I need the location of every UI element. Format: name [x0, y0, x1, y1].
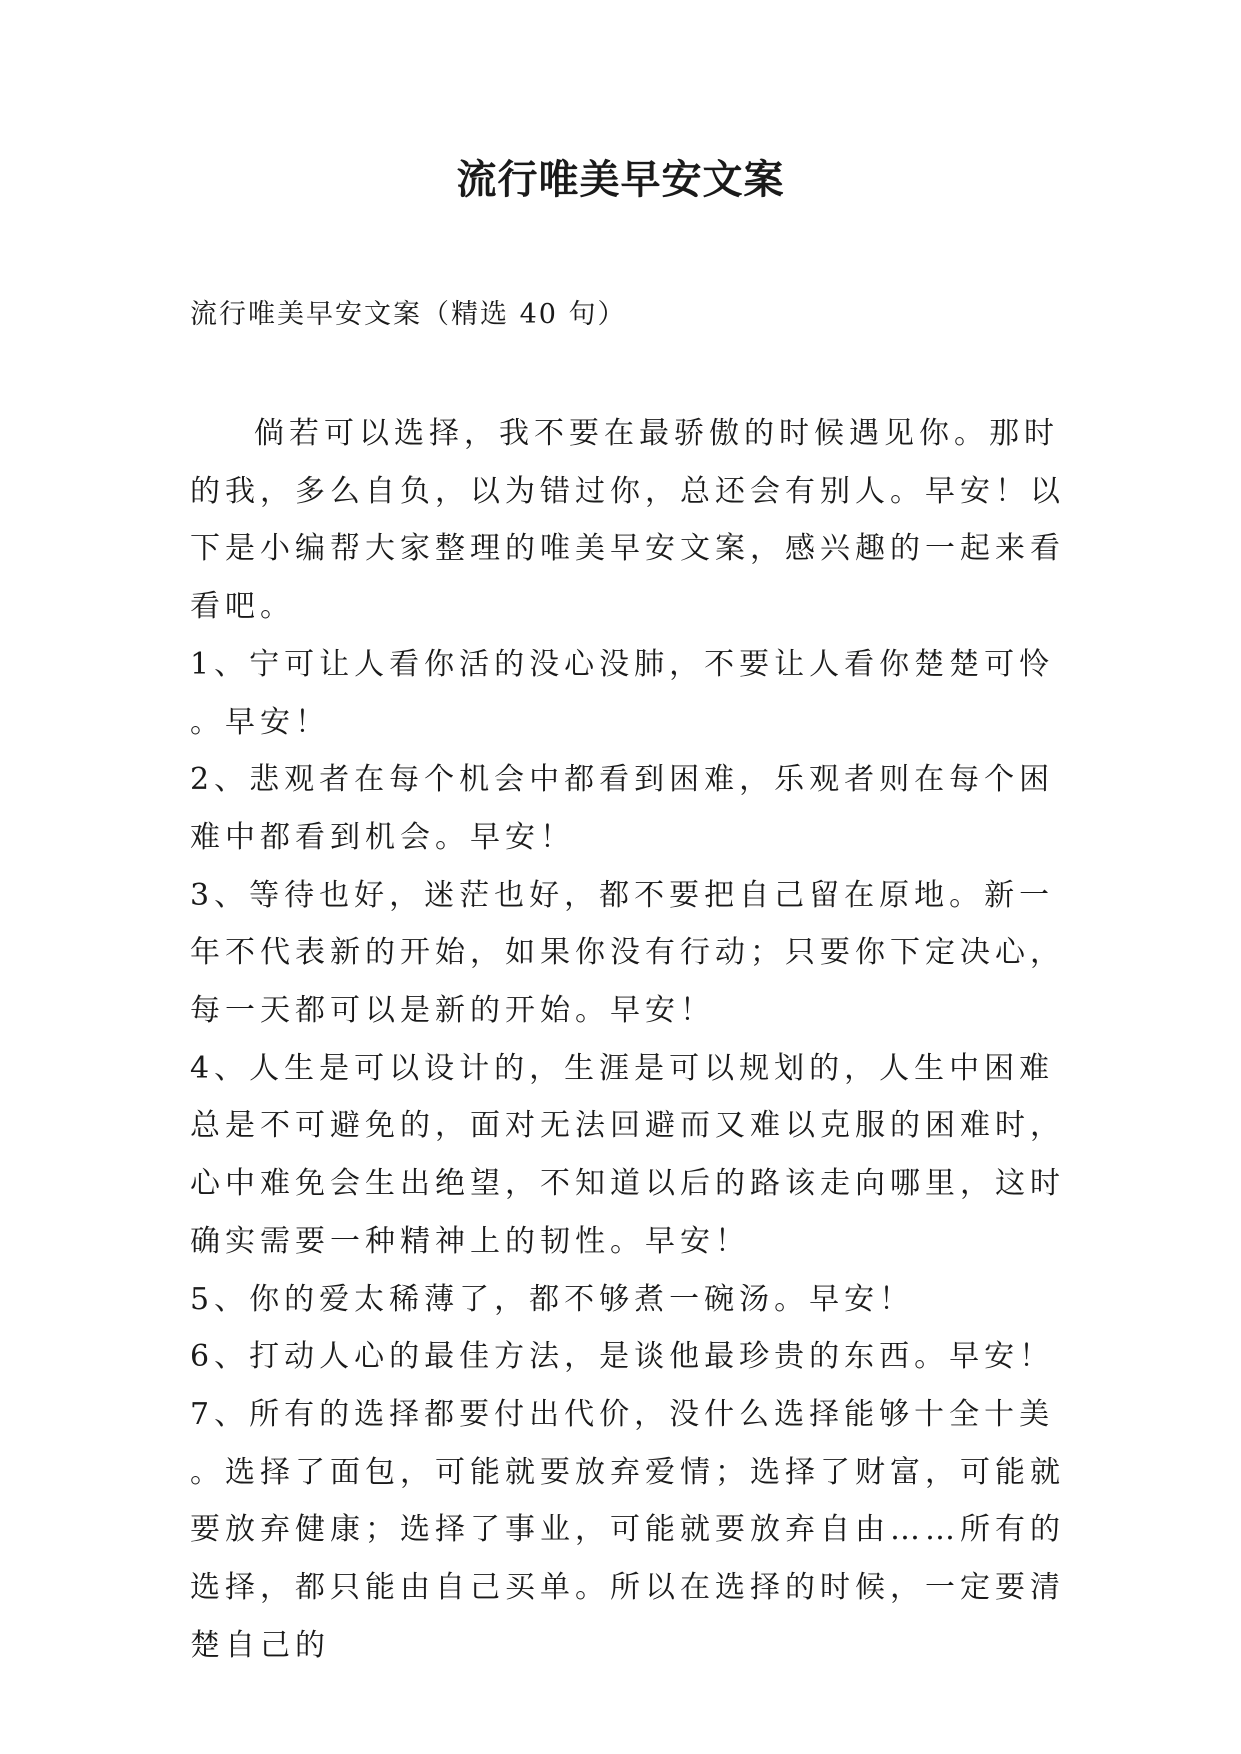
list-item: 1、宁可让人看你活的没心没肺，不要让人看你楚楚可怜。早安！: [190, 646, 1055, 740]
list-item: 4、人生是可以设计的，生涯是可以规划的，人生中困难总是不可避免的，面对无法回避而又难以克服的困难时，心中难免会生出绝望，不知道以后的路该走向哪里，这时确实需要一种精神上的韧性。早安！: [190, 1050, 1065, 1259]
intro-paragraph: 倘若可以选择，我不要在最骄傲的时候遇见你。那时的我，多么自负，以为错过你，总还会有别人。早安！以下是小编帮大家整理的唯美早安文案，感兴趣的一起来看看吧。: [190, 416, 1065, 625]
list-item: 2、悲观者在每个机会中都看到困难，乐观者则在每个困难中都看到机会。早安！: [190, 762, 1055, 855]
list-item: 6、打动人心的最佳方法，是谈他最珍贵的东西。早安！: [190, 1339, 1055, 1375]
list-item: 7、所有的选择都要付出代价，没什么选择能够十全十美。选择了面包，可能就要放弃爱情；选择了财富，可能就要放弃健康；选择了事业，可能就要放弃自由……所有的选择，都只能由自己买单。所以在选择的时候，一定要清楚自己的: [190, 1396, 1065, 1663]
list-item: 5、你的爱太稀薄了，都不够煮一碗汤。早安！: [190, 1281, 915, 1317]
document-title: 流行唯美早安文案: [456, 156, 785, 203]
document-subtitle: 流行唯美早安文案（精选 40 句）: [190, 299, 627, 330]
list-item: 3、等待也好，迷茫也好，都不要把自己留在原地。新一年不代表新的开始，如果你没有行动；只要你下定决心，每一天都可以是新的开始。早安！: [190, 877, 1065, 1029]
document-body: [190, 405, 1070, 1674]
